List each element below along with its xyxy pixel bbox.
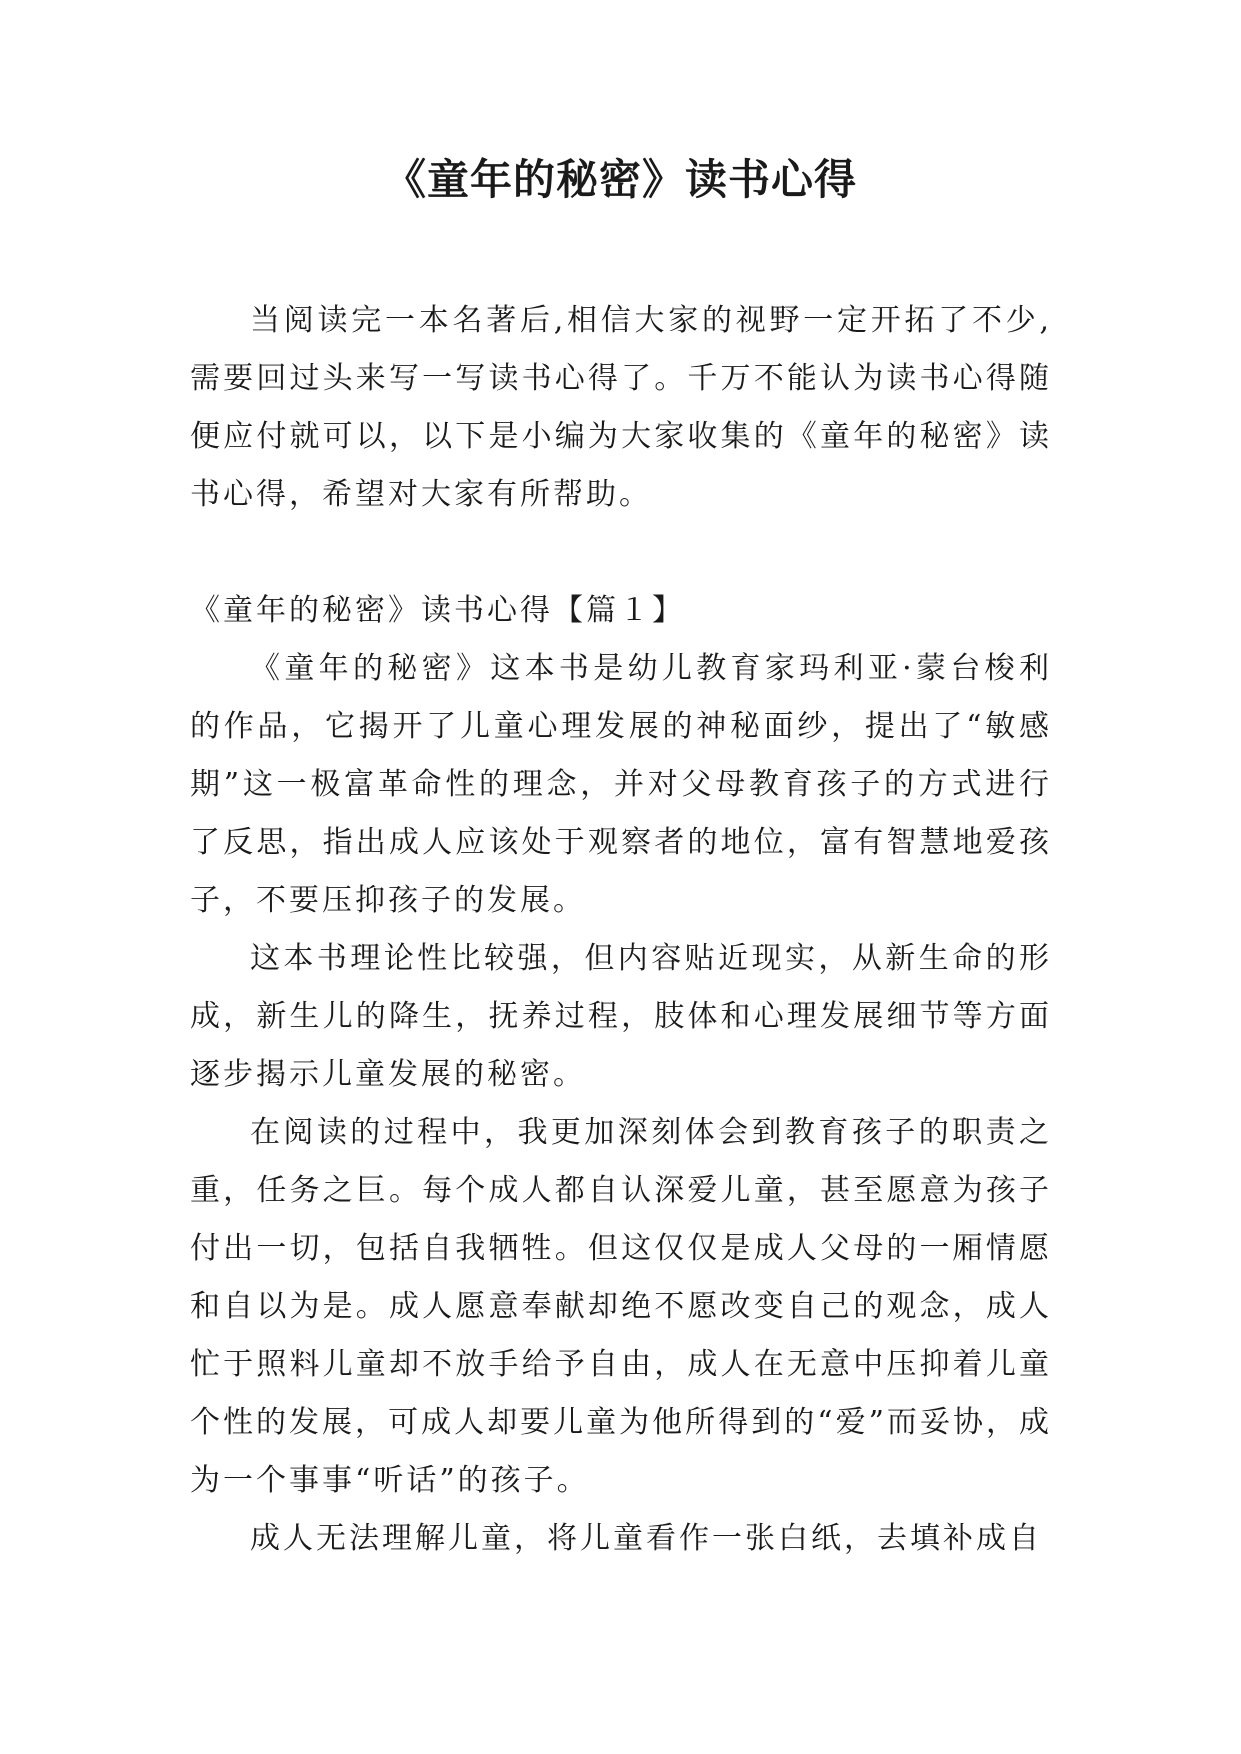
intro-block	[190, 292, 1052, 524]
document-title: 《童年的秘密》读书心得	[383, 155, 857, 204]
body-paragraph-3: 在阅读的过程中，我更加深刻体会到教育孩子的职责之重，任务之巨。每个成人都自认深爱儿童，甚至愿意为孩子付出一切，包括自我牺牲。但这仅仅是成人父母的一厢情愿和自以为是。成人愿意奉献却绝不愿改变自己的观念，成人忙于照料儿童却不放手给予自由，成人在无意中压抑着儿童个性的发展，可成人却要儿童为他所得到的“爱”而妥协，成为一个事事“听话”的孩子。	[190, 1115, 1052, 1498]
section-heading: 《童年的秘密》读书心得【篇１】	[190, 593, 685, 628]
section-1	[190, 582, 1052, 1568]
intro-paragraph: 当阅读完一本名著后,相信大家的视野一定开拓了不少,需要回过头来写一写读书心得了。千万不能认为读书心得随便应付就可以，以下是小编为大家收集的《童年的秘密》读书心得，希望对大家有所帮助。	[190, 303, 1052, 512]
body-paragraph-2: 这本书理论性比较强，但内容贴近现实，从新生命的形成，新生儿的降生，抚养过程，肢体和心理发展细节等方面逐步揭示儿童发展的秘密。	[190, 941, 1052, 1092]
body-paragraph-4: 成人无法理解儿童，将儿童看作一张白纸，去填补成自	[250, 1521, 1042, 1556]
body-paragraph-1: 《童年的秘密》这本书是幼儿教育家玛利亚·蒙台梭利的作品，它揭开了儿童心理发展的神秘面纱，提出了“敏感期”这一极富革命性的理念，并对父母教育孩子的方式进行了反思，指出成人应该处于观察者的地位，富有智慧地爱孩子，不要压抑孩子的发展。	[190, 651, 1052, 918]
